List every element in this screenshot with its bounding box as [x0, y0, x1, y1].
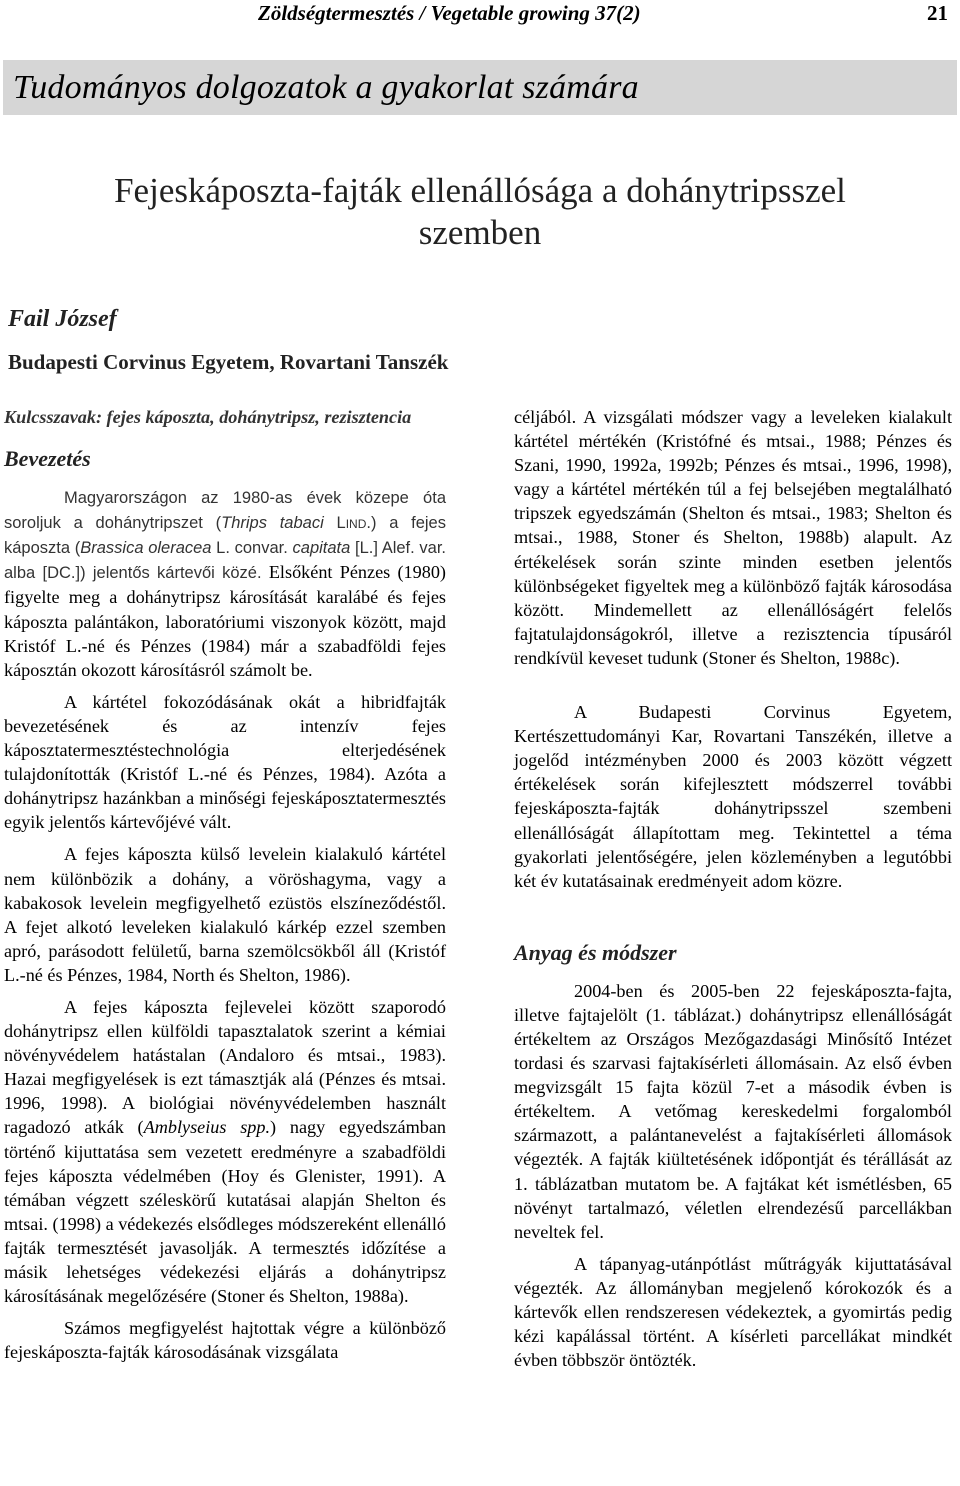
paragraph-intro-5-continued: céljából. A vizsgálati módszer vagy a leveleken kialakult kártétel mértékén (Kristófné és mtsai., 1988; Pénzes és Szani, 1990, 1992a, 1992b; Pénzes és mtsai., 1996, 1998), vagy a kártétel mértékén túl a fej belsejében megtalálható tripszek egyedszámán (Shelton és mtsai., 1983; Shelton és mtsai., 1988, Stoner és Shelton, 1988b) alapult. Az értékelések során szinte minden esetben jelentős különbségeket figyeltek meg a különböző fajták károsodása között. Mindemellett az ellenállóságért felelős fajtatulajdonságokról, illetve a rezisztencia típusáról rendkívül keveset tudunk (Stoner és Shelton, 1988c).: [514, 407, 952, 668]
right-column: [514, 405, 952, 1372]
article-title-line-1: Fejeskáposzta-fajták ellenállósága a dohánytripsszel: [114, 171, 846, 210]
running-head: [0, 0, 960, 26]
keywords: Kulcsszavak: fejes káposzta, dohánytripsz, rezisztencia: [4, 407, 412, 427]
paragraph-methods-1: 2004-ben és 2005-ben 22 fejeskáposzta-fajta, illetve fajtajelölt (1. táblázat.) dohánytripsz ellenállóságát értékeltem az Országos Mezőgazdasági Minősítő Intézet tordasi és szarvasi fajtakísérleti állomásain. Az első évben megvizsgált 15 fajta közül 7-et a második évben is értékeltem. A vetőmag kereskedelmi forgalomból származott, a palántanevelést a fajtakísérleti állomások végezték. A fajták kiültetésének időpontját és térállását az 1. táblázatban mutatom be. A fajtákat két ismétlésben, 65 növényt tartalmazó, véletlen elrendezésű parcellákban neveltek fel.: [514, 980, 952, 1242]
author-affiliation: Budapesti Corvinus Egyetem, Rovartani Tanszék: [8, 350, 449, 374]
journal-title: Zöldségtermesztés / Vegetable growing 37(2): [258, 1, 641, 25]
heading-introduction: Bevezetés: [4, 446, 91, 472]
section-banner-text: Tudományos dolgozatok a gyakorlat számára: [13, 69, 639, 106]
paragraph-intro-3: A fejes káposzta külső levelein kialakuló kártétel nem különbözik a dohány, a vöröshagyma, vagy a kabakosok levelein megfigyelhető ezüstös elszíneződéstől. A fejet alkotó leveleken kialakuló kárkép ezzel szemben apró, parásodott felületű, barna szemölcsökből áll (Kristóf L.-né és Pénzes, 1984, North és Shelton, 1986).: [4, 844, 446, 985]
article-title-line-2: szemben: [418, 213, 542, 252]
paragraph-intro-1: Magyarországon az 1980-as évek közepe óta soroljuk a dohánytripszet (Thrips tabaci Lind.) a fejes káposzta (Brassica oleracea L. convar. capitata [L.] Alef. var. alba [DC.]) jelentős kártevői közé. Elsőként Pénzes (1980) figyelte meg a dohánytripsz károsítását karalábé és fejes káposzta palántákon, laboratóriumi viszonyok között, majd Kristóf L.-né és Pénzes (1984) már a szabadföldi fejes káposztán okozott károsításról számolt be.: [4, 489, 446, 680]
paragraph-intro-5: Számos megfigyelést hajtottak végre a különböző fejeskáposzta-fajták károsodásának vizsgálata: [4, 1318, 446, 1363]
paragraph-intro-4: A fejes káposzta fejlevelei között szaporodó dohánytripsz ellen külföldi tapasztalatok szerint a kémiai növényvédelem hatástalan (Andaloro és mtsai., 1983). Hazai megfigyelések is ezt támasztják alá (Pénzes és mtsai. 1996, 1998). A biológiai növényvédelemben használt ragadozó atkák (Amblyseius spp.) nagy egyedszámban történő kijuttatása sem vezetett eredményre a szabadföldi fejes káposzta védelmében (Hoy és Glenister, 1991). A témában végzett széleskörű kutatásai alapján Shelton és mtsai. (1998) a védekezés elsődleges módszereként ellenálló fajták termesztését javasolják. A termesztés időzítése a másik lehetséges védekezési eljárás a dohánytripsz károsításának megelőzésére (Stoner és Shelton, 1988a).: [4, 996, 447, 1307]
paragraph-intro-2: A kártétel fokozódásának okát a hibridfajták bevezetésének és az intenzív fejes káposztatermesztéstechnológia elterjedésének tulajdonították (Kristóf L.-né és Pénzes, 1984). Azóta a dohánytripsz hazánkban a minőségi fejeskáposztatermesztés egyik jelentős kártevőjévé vált.: [4, 691, 446, 833]
page-number: 21: [927, 1, 948, 25]
paragraph-intro-6: A Budapesti Corvinus Egyetem, Kertészettudományi Kar, Rovartani Tanszékén, illetve a jogelőd intézményben 2000 és 2003 között végzett értékelések során kifejlesztett módszerrel további fejeskáposzta-fajták dohánytripsszel szembeni ellenállóságát állapítottam meg. Tekintettel a téma gyakorlati jelentőségére, jelen közleményben a legutóbbi két év kutatásainak eredményeit adom közre.: [514, 702, 952, 891]
article-title: [20, 170, 940, 254]
paragraph-methods-2: A tápanyag-utánpótlást műtrágyák kijuttatásával végezték. Az állományban megjelenő kórokozók és a kártevők ellen rendszeresen védekeztek, a gyomirtás pedig kézi kapálással történt. A kísérleti parcellákat mindkét évben többször öntözték.: [514, 1253, 952, 1371]
section-banner: [3, 60, 957, 115]
author-name: Fail József: [8, 306, 117, 332]
left-column: [4, 405, 446, 1364]
heading-methods: Anyag és módszer: [514, 939, 677, 965]
